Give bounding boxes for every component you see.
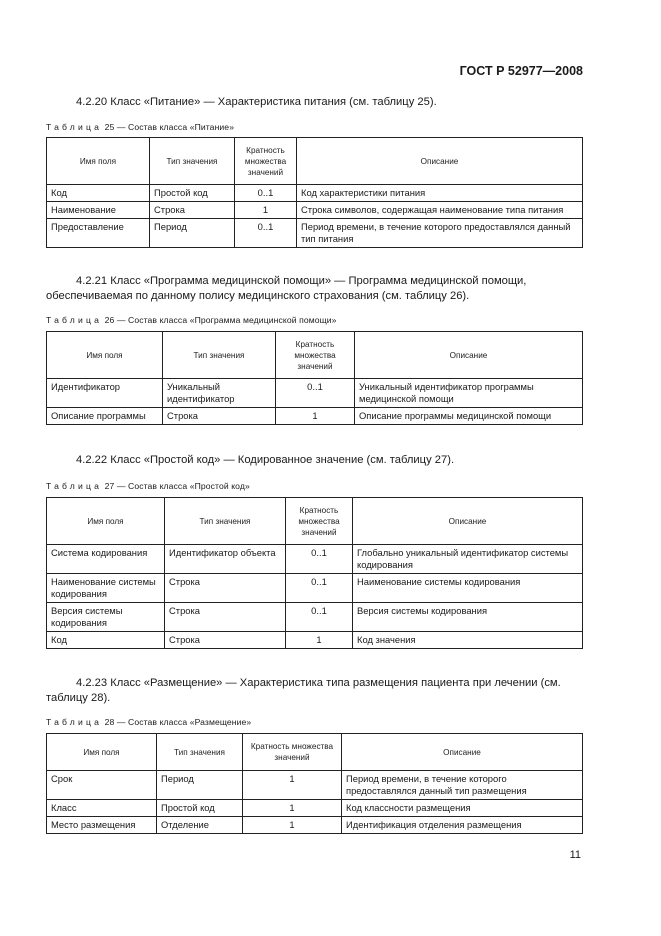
caption-label: Таблица: [46, 122, 103, 132]
cell-type: Строка: [165, 603, 286, 632]
page-number: 11: [569, 849, 581, 861]
table-row: [47, 632, 583, 649]
col-header-type: Тип значения: [150, 138, 235, 185]
col-header-name: Имя поля: [47, 138, 150, 185]
cell-type: Строка: [150, 202, 235, 219]
table-row: [47, 817, 583, 834]
table-row: [47, 771, 583, 800]
cell-mult: 0..1: [286, 574, 353, 603]
col-header-desc: Описание: [342, 734, 583, 771]
cell-name: Наименование: [47, 202, 150, 219]
cell-desc: Строка символов, содержащая наименование типа питания: [297, 202, 583, 219]
col-header-desc: Описание: [355, 332, 583, 379]
table-row: [47, 185, 583, 202]
cell-desc: Идентификация отделения размещения: [342, 817, 583, 834]
section-text: 4.2.22 Класс «Простой код» — Кодированное значение (см. таблицу 27).: [76, 454, 455, 466]
cell-name: Срок: [47, 771, 157, 800]
cell-name: Идентификатор: [47, 379, 163, 408]
cell-mult: 1: [243, 817, 342, 834]
col-header-type: Тип значения: [165, 498, 286, 545]
cell-type: Строка: [163, 408, 276, 425]
col-header-mult: Кратность множества значений: [276, 332, 355, 379]
col-header-desc: Описание: [353, 498, 583, 545]
cell-desc: Период времени, в течение которого предоставлялся данный тип питания: [297, 219, 583, 248]
caption-text: 26 — Состав класса «Программа медицинской помощи»: [102, 315, 337, 325]
caption-label: Таблица: [46, 481, 103, 491]
caption-label: Таблица: [46, 717, 103, 727]
table-25-caption: [46, 122, 234, 132]
table-row: [47, 202, 583, 219]
cell-mult: 0..1: [286, 603, 353, 632]
cell-name: Место размещения: [47, 817, 157, 834]
caption-text: 27 — Состав класса «Простой код»: [102, 481, 250, 491]
cell-name: Предоставление: [47, 219, 150, 248]
caption-text: 28 — Состав класса «Размещение»: [102, 717, 252, 727]
table-header-row: [47, 734, 583, 771]
cell-name: Версия системы кодирования: [47, 603, 165, 632]
cell-type: Отделение: [157, 817, 243, 834]
section-text: 4.2.21 Класс «Программа медицинской помощи» — Программа медицинской помощи, обеспечиваемая по данному полису медицинского страхования (см. таблицу 26).: [46, 275, 527, 302]
cell-desc: Код значения: [353, 632, 583, 649]
cell-name: Описание программы: [47, 408, 163, 425]
table-row: [47, 379, 583, 408]
cell-type: Уникальный идентификатор: [163, 379, 276, 408]
table-27-caption: [46, 481, 250, 491]
cell-mult: 1: [243, 771, 342, 800]
cell-mult: 0..1: [286, 545, 353, 574]
section-text: 4.2.20 Класс «Питание» — Характеристика питания (см. таблицу 25).: [76, 96, 437, 108]
cell-desc: Период времени, в течение которого предоставлялся данный тип размещения: [342, 771, 583, 800]
section-4-2-22: [46, 453, 582, 468]
cell-type: Строка: [165, 632, 286, 649]
caption-label: Таблица: [46, 315, 103, 325]
cell-type: Простой код: [150, 185, 235, 202]
section-text: 4.2.23 Класс «Размещение» — Характеристика типа размещения пациента при лечении (см. таблицу 28).: [46, 677, 561, 704]
cell-name: Код: [47, 632, 165, 649]
section-4-2-20: [46, 95, 582, 110]
cell-type: Период: [150, 219, 235, 248]
table-28-caption: [46, 717, 251, 727]
document-code: ГОСТ Р 52977—2008: [459, 64, 583, 78]
cell-mult: 1: [276, 408, 355, 425]
table-row: [47, 574, 583, 603]
cell-name: Код: [47, 185, 150, 202]
table-header-row: [47, 138, 583, 185]
col-header-name: Имя поля: [47, 734, 157, 771]
col-header-name: Имя поля: [47, 498, 165, 545]
table-26-caption: [46, 315, 337, 325]
caption-text: 25 — Состав класса «Питание»: [102, 122, 235, 132]
table-27: [46, 497, 583, 649]
cell-desc: Наименование системы кодирования: [353, 574, 583, 603]
cell-type: Простой код: [157, 800, 243, 817]
cell-desc: Уникальный идентификатор программы медицинской помощи: [355, 379, 583, 408]
col-header-mult: Кратность множества значений: [235, 138, 297, 185]
cell-desc: Версия системы кодирования: [353, 603, 583, 632]
cell-type: Идентификатор объекта: [165, 545, 286, 574]
cell-mult: 1: [286, 632, 353, 649]
cell-mult: 0..1: [276, 379, 355, 408]
cell-desc: Описание программы медицинской помощи: [355, 408, 583, 425]
cell-type: Период: [157, 771, 243, 800]
col-header-type: Тип значения: [157, 734, 243, 771]
table-row: [47, 800, 583, 817]
section-4-2-23: [46, 676, 582, 706]
col-header-type: Тип значения: [163, 332, 276, 379]
cell-type: Строка: [165, 574, 286, 603]
table-28: [46, 733, 583, 834]
cell-mult: 1: [235, 202, 297, 219]
col-header-name: Имя поля: [47, 332, 163, 379]
table-26: [46, 331, 583, 425]
cell-name: Наименование системы кодирования: [47, 574, 165, 603]
col-header-mult: Кратность множества значений: [243, 734, 342, 771]
col-header-desc: Описание: [297, 138, 583, 185]
table-row: [47, 408, 583, 425]
table-row: [47, 219, 583, 248]
cell-mult: 0..1: [235, 185, 297, 202]
cell-desc: Код характеристики питания: [297, 185, 583, 202]
cell-name: Система кодирования: [47, 545, 165, 574]
section-4-2-21: [46, 274, 582, 304]
cell-desc: Глобально уникальный идентификатор системы кодирования: [353, 545, 583, 574]
table-header-row: [47, 332, 583, 379]
table-25: [46, 137, 583, 248]
table-header-row: [47, 498, 583, 545]
cell-mult: 0..1: [235, 219, 297, 248]
col-header-mult: Кратность множества значений: [286, 498, 353, 545]
cell-mult: 1: [243, 800, 342, 817]
cell-desc: Код классности размещения: [342, 800, 583, 817]
cell-name: Класс: [47, 800, 157, 817]
table-row: [47, 603, 583, 632]
table-row: [47, 545, 583, 574]
